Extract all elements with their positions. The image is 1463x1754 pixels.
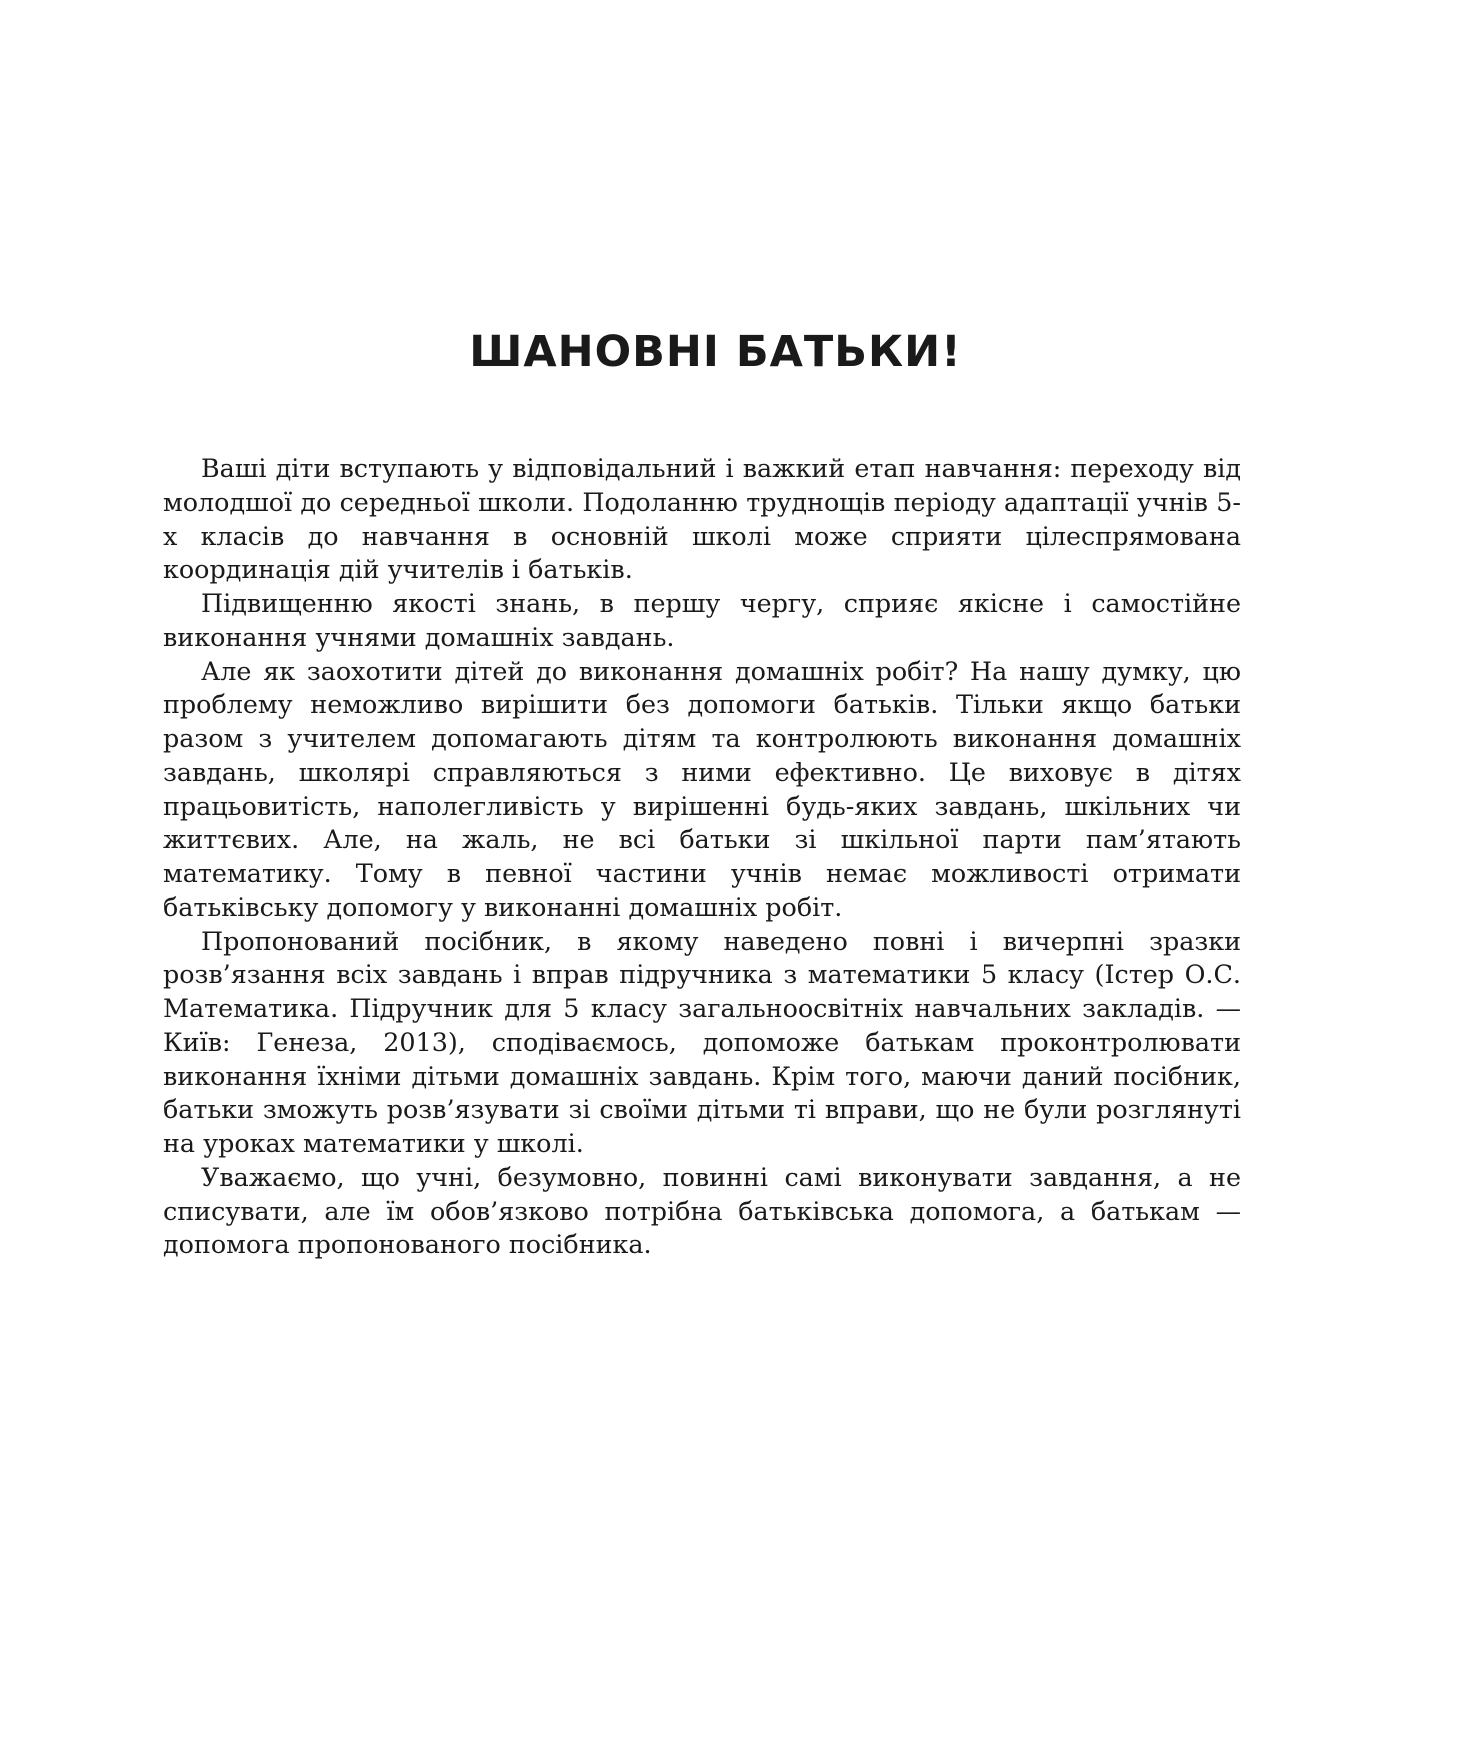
page-title: ШАНОВНІ БАТЬКИ! <box>469 327 962 377</box>
paragraph-conclusion: Уважаємо, що учні, безумовно, повинні самі виконувати завдання, а не списувати, але їм обов’язково потрібна батьківська допомога, а батькам — допомога пропонованого посібника. <box>163 1161 1241 1260</box>
paragraph-motivation: Але як заохотити дітей до виконання домашніх робіт? На нашу думку, цю проблему неможливо вирішити без допомоги батьків. Тільки якщо батьки разом з учителем допомагають дітям та контролюють виконання домашніх завдань, школярі справляються з ними ефективно. Це виховує в дітях працьовитість, наполегливість у вирішенні будь-яких завдань, шкільних чи життєвих. Але, на жаль, не всі батьки зі шкільної парти пам’ятають математику. Тому в певної частини учнів немає можливості отримати батьківську допомогу у виконанні домашніх робіт. <box>163 655 1241 922</box>
paragraph-manual: Пропонований посібник, в якому наведено повні і вичерпні зразки розв’язання всіх завдань і вправ підручника з математики 5 класу (Істер О.С. Математика. Підручник для 5 класу загальноосвітніх навчальних закладів. — Київ: Генеза, 2013), сподіваємось, допоможе батькам проконтролювати виконання їхніми дітьми домашніх завдань. Крім того, маючи даний посібник, батьки зможуть розв’язувати зі своїми дітьми ті вправи, що не були розглянуті на уроках математики у школі. <box>163 925 1241 1158</box>
paragraph-intro: Ваші діти вступають у відповідальний і важкий етап навчання: переходу від молодшої до середньої школи. Подоланню труднощів періоду адаптації учнів 5-х класів до навчання в основній школі може сприяти цілеспрямована координація дій учителів і батьків. <box>163 453 1241 585</box>
paragraph-knowledge: Підвищенню якості знань, в першу чергу, сприяє якісне і самостійне виконання учнями домашніх завдань. <box>163 588 1241 652</box>
body-text <box>163 452 1241 1262</box>
